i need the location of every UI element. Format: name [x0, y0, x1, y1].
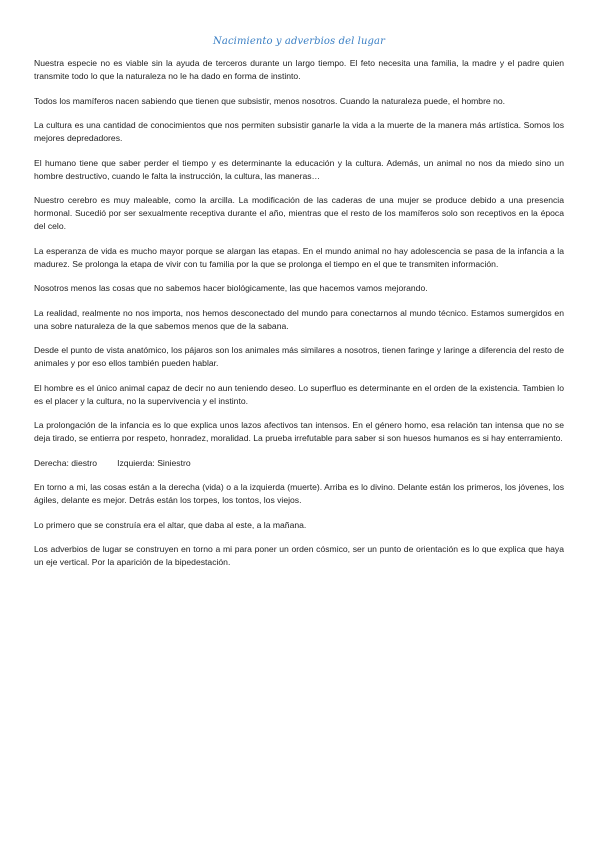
paragraph-9: Desde el punto de vista anatómico, los pájaros son los animales más similares a nosotros, tienen faringe y laringe a diferencia del resto de animales y por eso ellos también pueden hablar. [34, 345, 564, 368]
direction-pair [34, 457, 564, 470]
derecha-label: Derecha: diestro [34, 457, 98, 468]
paragraph-4: El humano tiene que saber perder el tiempo y es determinante la educación y la cultura. Además, un animal no nos da miedo sino un hombre destructivo, cuando le falta la instrucción, la cultura, las maneras… [34, 157, 564, 181]
paragraph-1: Nuestra especie no es viable sin la ayuda de terceros durante un largo tiempo. El feto necesita una familia, la madre y el padre quien transmite todo lo que la naturaleza no le ha dado en forma de instinto. [34, 58, 564, 81]
paragraph-2: Todos los mamíferos nacen sabiendo que tienen que subsistir, menos nosotros. Cuando la naturaleza puede, el hombre no. [34, 95, 506, 106]
izquierda-label: Izquierda: Siniestro [117, 457, 191, 468]
paragraph-8: La realidad, realmente no nos importa, nos hemos desconectado del mundo para conectarnos al mundo técnico. Estamos sumergidos en una sobre naturaleza de la que sabemos menos que de la sabana. [34, 307, 564, 331]
paragraph-11: La prolongación de la infancia es lo que explica unos lazos afectivos tan intensos. En el género homo, esa relación tan intensa que no se deja tirado, se entierra por respeto, honradez, moralidad. La prueba irrefutable para saber si son huesos humanos es si hay enterramiento. [34, 420, 564, 443]
paragraph-13: Lo primero que se construía era el altar, que daba al este, a la mañana. [34, 519, 307, 530]
paragraph-3: La cultura es una cantidad de conocimientos que nos permiten subsistir ganarle la vida a la muerte de la manera más artística. Somos los mejores depredadores. [34, 120, 564, 143]
document-page [34, 36, 564, 581]
paragraph-6: La esperanza de vida es mucho mayor porque se alargan las etapas. En el mundo animal no hay adolescencia se pasa de la infancia a la madurez. Se prolonga la etapa de vivir con tu familia por la que se prolonga el tiempo en el que te transmiten información. [34, 245, 564, 269]
document-title: Nacimiento y adverbios del lugar [213, 36, 385, 47]
paragraph-14: Los adverbios de lugar se construyen en torno a mi para poner un orden cósmico, ser un punto de orientación es lo que explica que haya un eje vertical. Por la aparición de la bipedestación. [34, 544, 564, 567]
paragraph-7: Nosotros menos las cosas que no sabemos hacer biológicamente, las que hacemos vamos mejorando. [34, 283, 428, 293]
paragraph-12: En torno a mi, las cosas están a la derecha (vida) o a la izquierda (muerte). Arriba es lo divino. Delante están los primeros, los jóvenes, los ágiles, delante es mejor. Detrás están los torpes, los tontos, los viejos. [34, 482, 564, 505]
paragraph-10: El hombre es el único animal capaz de decir no aun teniendo deseo. Lo superfluo es determinante en el orden de la existencia. Tambien lo es el placer y la cultura, no la supervivencia y el instinto. [34, 382, 564, 406]
paragraph-5: Nuestro cerebro es muy maleable, como la arcilla. La modificación de las caderas de una mujer se produce debido a una presencia hormonal. Sucedió por ser sexualmente receptiva durante el año, mientras que el resto de los mamíferos solo son receptivos en la época del celo. [34, 195, 564, 231]
